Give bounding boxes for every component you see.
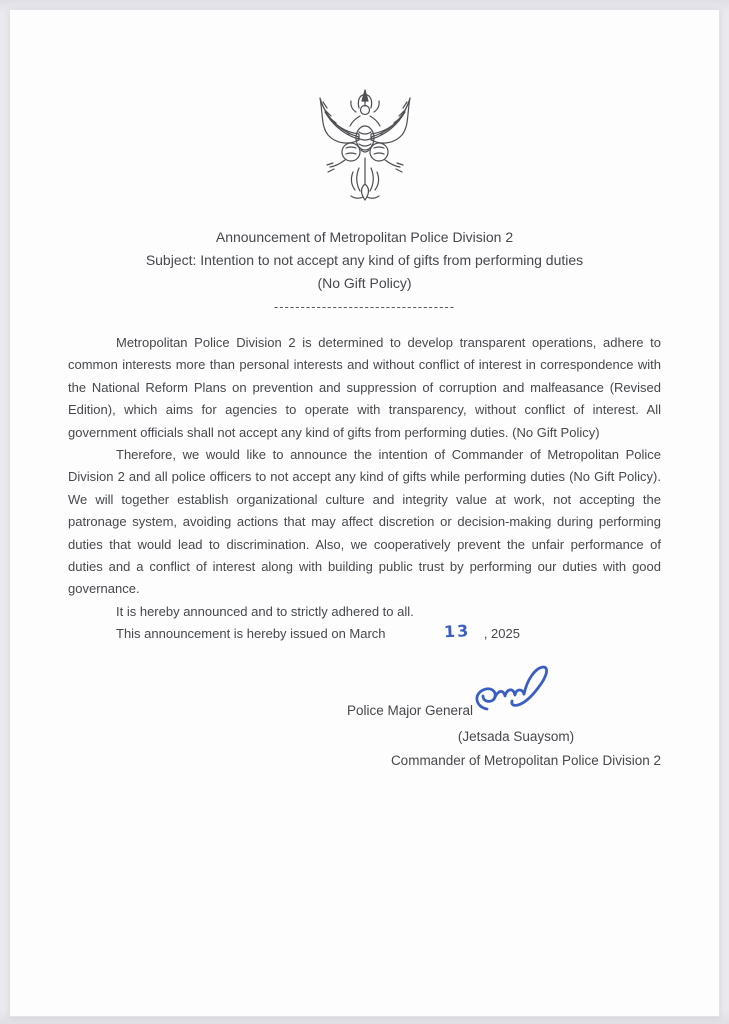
signer-name: (Jetsada Suaysom) [457, 729, 575, 744]
body-text [68, 332, 661, 646]
issue-line [68, 623, 661, 645]
paragraph-1: Metropolitan Police Division 2 is determined to develop transparent operations, adhere to common interests more than personal interests and without conflict of interest in correspondence with the National Reform Plans on prevention and suppression of corruption and malfeasance (Revised Edition), which aims for agencies to operate with transparency, without conflict of interest. All government officials shall not accept any kind of gifts from performing duties. (No Gift Policy) [68, 335, 661, 440]
paragraph-2: Therefore, we would like to announce the intention of Commander of Metropolitan Police Division 2 and all police officers to not accept any kind of gifts while performing duties (No Gift Policy). We will together establish organizational culture and integrity value at work, not accepting the patronage system, avoiding actions that may affect discretion or decision-making during performing duties that would lead to discrimination. Also, we cooperatively prevent the unfair performance of duties and a conflict of interest along with building public trust by performing our duties with good governance. [68, 447, 661, 597]
closing-line: It is hereby announced and to strictly adhered to all. [116, 603, 414, 619]
document-page [9, 9, 720, 1017]
subject-line: Subject: Intention to not accept any kind of gifts from performing duties [145, 252, 584, 268]
handwritten-day: 13 [443, 621, 471, 642]
policy-line: (No Gift Policy) [317, 275, 412, 291]
issue-line-prefix: This announcement is hereby issued on March [116, 626, 386, 642]
signature-ink-icon [471, 665, 577, 725]
title-block [10, 226, 719, 318]
divider-dashes: ---------------------------------- [273, 299, 456, 314]
signature-rank: Police Major General [347, 703, 474, 718]
signer-title: Commander of Metropolitan Police Division 2 [390, 753, 662, 768]
issue-line-suffix: , 2025 [483, 626, 520, 642]
garuda-emblem-icon [315, 88, 415, 206]
document-title: Announcement of Metropolitan Police Division 2 [215, 229, 514, 245]
